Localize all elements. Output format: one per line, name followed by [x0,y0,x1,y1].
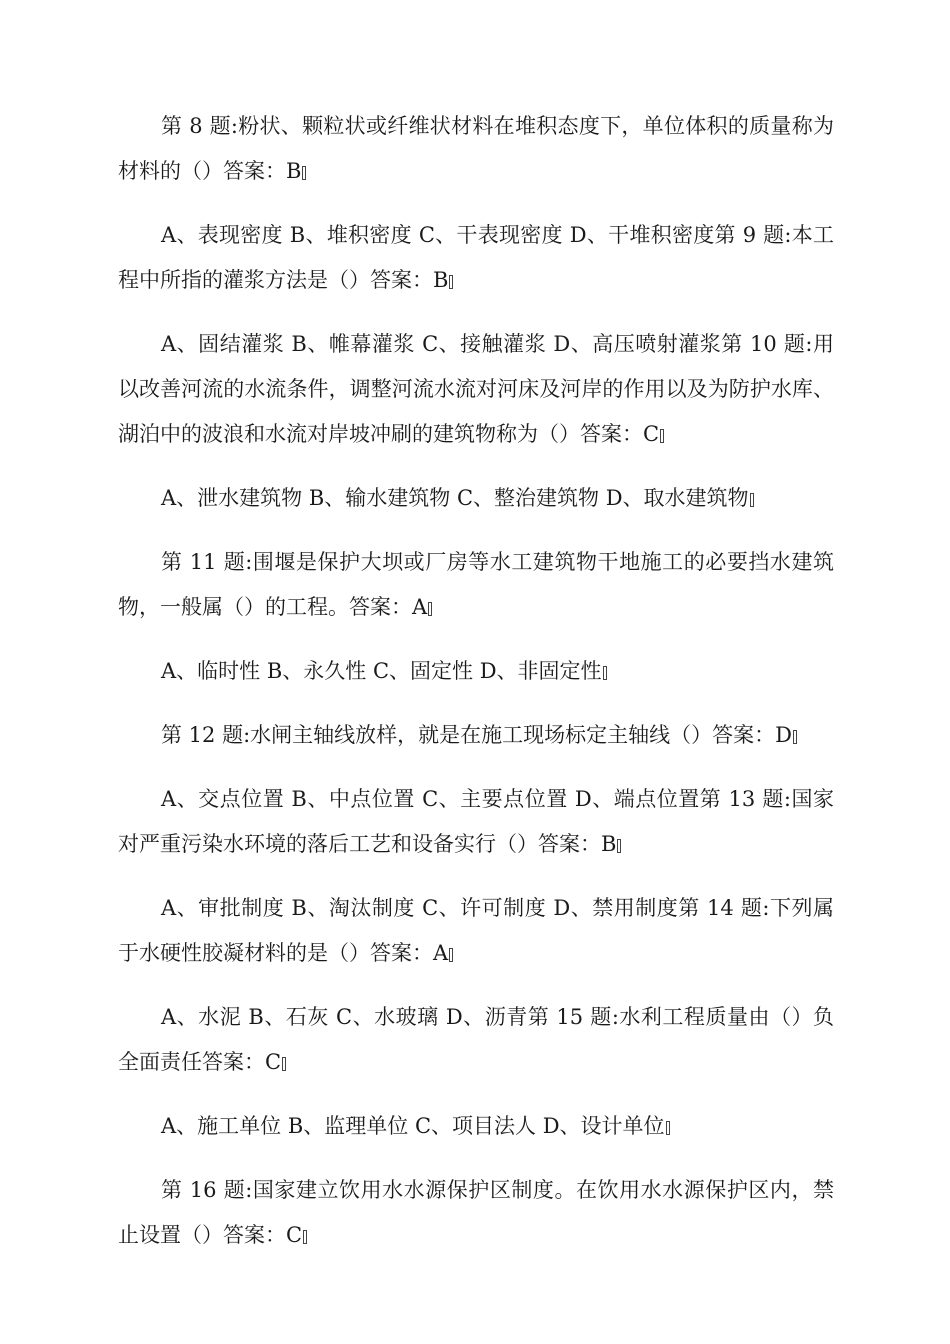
paragraph-q9-options [118,322,834,457]
paragraph-end-mark [603,666,607,680]
paragraph-q12 [118,713,834,758]
paragraph-end-mark [302,166,306,180]
paragraph-end-mark [282,1057,286,1071]
paragraph-text: 第 8 题:粉状、颗粒状或纤维状材料在堆积态度下，单位体积的质量称为材料的（）答案：B [118,114,834,183]
paragraph-text: A、泄水建筑物 B、输水建筑物 C、整治建筑物 D、取水建筑物 [161,486,749,510]
paragraph-end-mark [303,1230,307,1244]
paragraph-q11-options [118,649,834,694]
paragraph-text: A、临时性 B、永久性 C、固定性 D、非固定性 [161,659,602,683]
paragraph-q11 [118,540,834,630]
paragraph-text: A、表现密度 B、堆积密度 C、干表现密度 D、干堆积密度第 9 题:本工程中所指的灌浆方法是（）答案：B [118,223,834,292]
paragraph-text: A、施工单位 B、监理单位 C、项目法人 D、设计单位 [161,1114,665,1138]
paragraph-end-mark [449,275,453,289]
paragraph-q8-options [118,213,834,303]
document-body [118,104,834,1277]
paragraph-q15-options [118,1104,834,1149]
paragraph-text: 第 11 题:围堰是保护大坝或厂房等水工建筑物干地施工的必要挡水建筑物，一般属（）的工程。答案：A [118,550,834,619]
paragraph-q14-options [118,995,834,1085]
paragraph-end-mark [617,839,621,853]
paragraph-q10-options [118,476,834,521]
paragraph-end-mark [793,730,797,744]
paragraph-text: A、固结灌浆 B、帷幕灌浆 C、接触灌浆 D、高压喷射灌浆第 10 题:用以改善河流的水流条件，调整河流水流对河床及河岸的作用以及为防护水库、湖泊中的波浪和水流对岸坡冲刷的建筑物称为（）答案：C [118,332,834,446]
paragraph-end-mark [660,429,664,443]
paragraph-end-mark [666,1121,670,1135]
paragraph-end-mark [449,948,453,962]
paragraph-text: 第 16 题:国家建立饮用水水源保护区制度。在饮用水水源保护区内，禁止设置（）答案：C [118,1178,834,1247]
paragraph-q12-options [118,777,834,867]
paragraph-q16 [118,1168,834,1258]
paragraph-q8 [118,104,834,194]
paragraph-text: 第 12 题:水闸主轴线放样，就是在施工现场标定主轴线（）答案：D [161,723,792,747]
paragraph-text: A、交点位置 B、中点位置 C、主要点位置 D、端点位置第 13 题:国家对严重污染水环境的落后工艺和设备实行（）答案：B [118,787,834,856]
paragraph-q13-options [118,886,834,976]
paragraph-end-mark [750,493,754,507]
paragraph-text: A、水泥 B、石灰 C、水玻璃 D、沥青第 15 题:水利工程质量由（）负全面责任答案：C [118,1005,834,1074]
paragraph-text: A、审批制度 B、淘汰制度 C、许可制度 D、禁用制度第 14 题:下列属于水硬性胶凝材料的是（）答案：A [118,896,834,965]
paragraph-end-mark [428,602,432,616]
